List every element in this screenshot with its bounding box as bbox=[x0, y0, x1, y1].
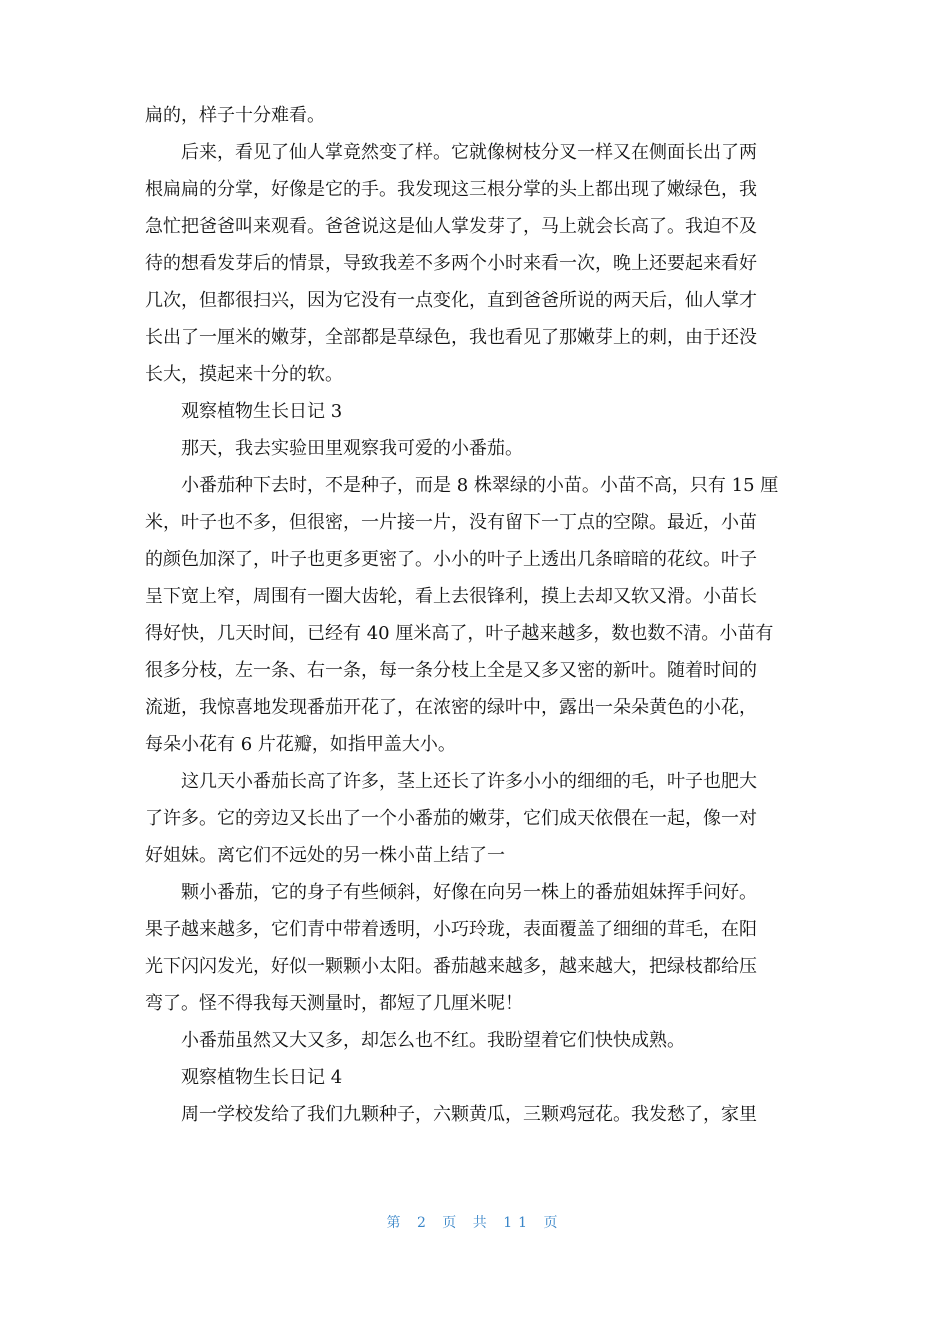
text-line: 长大，摸起来十分的软。 bbox=[145, 364, 343, 385]
text-line: 急忙把爸爸叫来观看。爸爸说这是仙人掌发芽了，马上就会长高了。我迫不及 bbox=[145, 216, 757, 237]
text-line: 待的想看发芽后的情景，导致我差不多两个小时来看一次，晚上还要起来看好 bbox=[145, 253, 757, 274]
text-line: 米，叶子也不多，但很密，一片接一片，没有留下一丁点的空隙。最近，小苗 bbox=[145, 512, 757, 533]
document-body bbox=[145, 97, 805, 1133]
text-line: 这几天小番茄长高了许多，茎上还长了许多小小的细细的毛，叶子也肥大 bbox=[181, 771, 757, 792]
text-line: 好姐妹。离它们不远处的另一株小苗上结了一 bbox=[145, 845, 505, 866]
text-line: 呈下宽上窄，周围有一圈大齿轮，看上去很锋利，摸上去却又软又滑。小苗长 bbox=[145, 586, 757, 607]
text-line: 弯了。怪不得我每天测量时，都短了几厘米呢！ bbox=[145, 993, 523, 1014]
text-line: 几次，但都很扫兴，因为它没有一点变化，直到爸爸所说的两天后，仙人掌才 bbox=[145, 290, 757, 311]
page-number-footer: 第 2 页 共 11 页 bbox=[386, 1215, 564, 1231]
text-line: 观察植物生长日记 4 bbox=[181, 1067, 343, 1088]
text-line: 颗小番茄，它的身子有些倾斜，好像在向另一株上的番茄姐妹挥手问好。 bbox=[181, 882, 757, 903]
text-line: 的颜色加深了，叶子也更多更密了。小小的叶子上透出几条暗暗的花纹。叶子 bbox=[145, 549, 757, 570]
text-line: 长出了一厘米的嫩芽，全部都是草绿色，我也看见了那嫩芽上的刺，由于还没 bbox=[145, 327, 757, 348]
text-line: 小番茄种下去时，不是种子，而是 8 株翠绿的小苗。小苗不高，只有 15 厘 bbox=[181, 475, 779, 496]
text-line: 小番茄虽然又大又多，却怎么也不红。我盼望着它们快快成熟。 bbox=[181, 1030, 685, 1051]
text-line: 每朵小花有 6 片花瓣，如指甲盖大小。 bbox=[145, 734, 456, 755]
text-line: 了许多。它的旁边又长出了一个小番茄的嫩芽，它们成天依偎在一起，像一对 bbox=[145, 808, 757, 829]
text-line: 流逝，我惊喜地发现番茄开花了，在浓密的绿叶中，露出一朵朵黄色的小花， bbox=[145, 697, 757, 718]
text-line: 那天，我去实验田里观察我可爱的小番茄。 bbox=[181, 438, 523, 459]
text-line: 根扁扁的分掌，好像是它的手。我发现这三根分掌的头上都出现了嫩绿色，我 bbox=[145, 179, 757, 200]
text-line: 很多分枝，左一条、右一条，每一条分枝上全是又多又密的新叶。随着时间的 bbox=[145, 660, 757, 681]
text-line: 后来，看见了仙人掌竟然变了样。它就像树枝分叉一样又在侧面长出了两 bbox=[181, 142, 757, 163]
text-line: 果子越来越多，它们青中带着透明，小巧玲珑，表面覆盖了细细的茸毛，在阳 bbox=[145, 919, 757, 940]
text-line: 周一学校发给了我们九颗种子，六颗黄瓜，三颗鸡冠花。我发愁了，家里 bbox=[181, 1104, 757, 1125]
text-line: 观察植物生长日记 3 bbox=[181, 401, 343, 422]
text-line: 光下闪闪发光，好似一颗颗小太阳。番茄越来越多，越来越大，把绿枝都给压 bbox=[145, 956, 757, 977]
text-line: 扁的，样子十分难看。 bbox=[145, 105, 325, 126]
text-line: 得好快，几天时间，已经有 40 厘米高了，叶子越来越多，数也数不清。小苗有 bbox=[145, 623, 774, 644]
